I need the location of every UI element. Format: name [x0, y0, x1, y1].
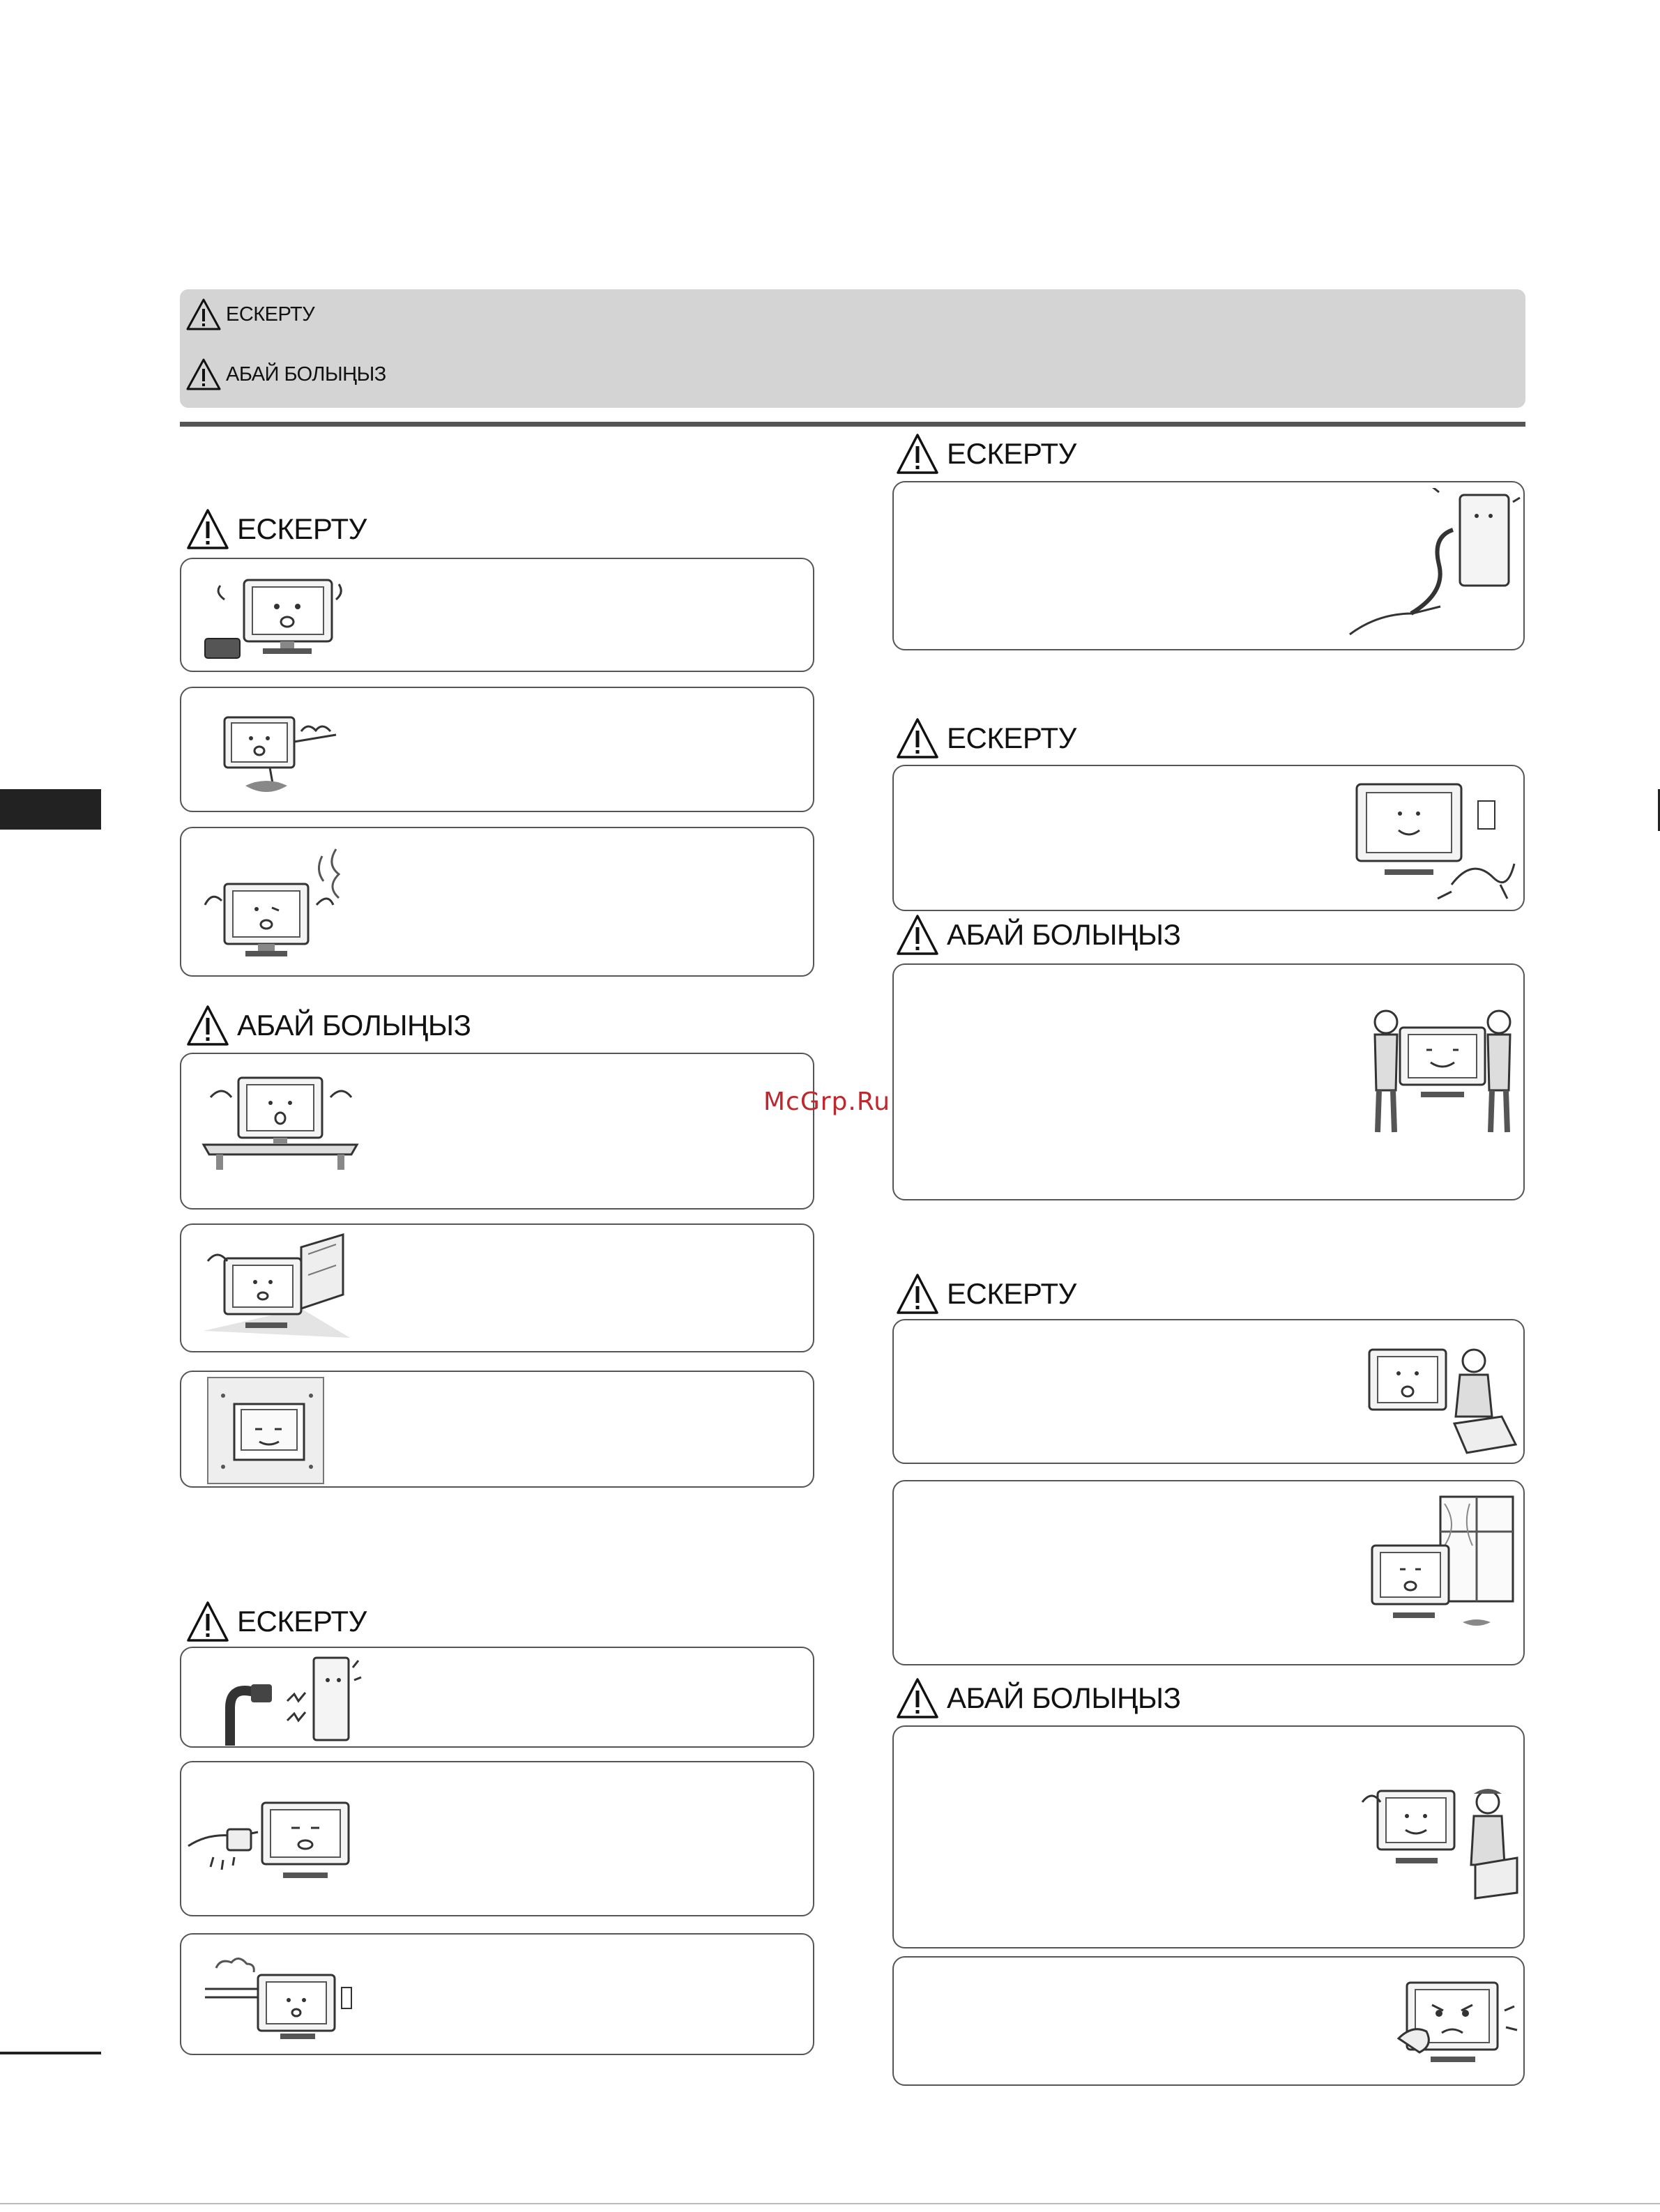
header-divider: [180, 422, 1525, 427]
caution-item: [180, 1223, 814, 1352]
plug-spark-illustration: [223, 1652, 363, 1746]
tv-unstable-stand-illustration: [197, 1069, 364, 1174]
chapter-tab: [0, 789, 101, 830]
section-heading-warning: ЕСКЕРТУ: [185, 1600, 367, 1643]
warning-triangle-icon: [895, 717, 940, 760]
section-heading-caution: АБАЙ БОЛЫҢЫЗ: [895, 913, 1180, 956]
warning-triangle-icon: [185, 358, 222, 391]
wet-hands-plug-illustration: [185, 1790, 367, 1895]
section-heading-warning: ЕСКЕРТУ: [185, 508, 367, 551]
warning-triangle-icon: [895, 913, 940, 956]
legend-warning-label: ЕСКЕРТУ: [226, 303, 315, 326]
warning-triangle-icon: [895, 1272, 940, 1315]
caution-item: [180, 1053, 814, 1210]
tv-lightning-illustration: [197, 842, 364, 968]
tv-sunlight-illustration: [197, 1233, 364, 1345]
tv-unplug-cables-illustration: [1347, 773, 1521, 908]
warning-triangle-icon: [185, 298, 222, 331]
tv-humid-window-illustration: [1365, 1490, 1520, 1654]
section-heading-warning: ЕСКЕРТУ: [895, 432, 1076, 475]
legend-caution: [185, 358, 386, 391]
pull-plug-by-cord-illustration: [1348, 488, 1523, 641]
warning-triangle-icon: [185, 508, 230, 551]
two-people-carrying-tv-illustration: [1365, 1007, 1520, 1139]
legend-bar: [180, 289, 1525, 408]
page-edge-line: [0, 2052, 101, 2054]
caution-item: [892, 1725, 1525, 1948]
warning-item: [180, 827, 814, 977]
warning-item: [180, 1933, 814, 2055]
warning-item: [892, 765, 1525, 911]
section-heading-caution: АБАЙ БОЛЫҢЫЗ: [185, 1004, 471, 1047]
warning-item: [180, 1761, 814, 1916]
caution-item: [892, 963, 1525, 1200]
warning-item: [180, 687, 814, 812]
warning-item: [892, 481, 1525, 650]
section-heading-caution: АБАЙ БОЛЫҢЫЗ: [895, 1677, 1180, 1720]
warning-triangle-icon: [895, 1677, 940, 1720]
section-heading-warning: ЕСКЕРТУ: [895, 717, 1076, 760]
tv-service-technician-illustration: [1357, 1781, 1521, 1900]
warning-triangle-icon: [185, 1004, 230, 1047]
warning-item: [180, 1647, 814, 1748]
warning-triangle-icon: [895, 432, 940, 475]
caution-item: [892, 1956, 1525, 2086]
tv-angry-cleaning-illustration: [1396, 1969, 1521, 2080]
legend-warning: [185, 298, 314, 331]
watermark: McGrp.Ru: [763, 1088, 891, 1116]
legend-caution-label: АБАЙ БОЛЫҢЫЗ: [226, 363, 386, 386]
caution-item: [180, 1371, 814, 1488]
tv-disassembly-illustration: [1362, 1333, 1521, 1458]
warning-item: [892, 1319, 1525, 1464]
warning-item: [892, 1480, 1525, 1665]
tv-liquid-spill-illustration: [197, 703, 350, 801]
tv-storm-unplug-illustration: [202, 1947, 363, 2045]
footer-line: [0, 2203, 1660, 2204]
tv-in-wall-niche-illustration: [206, 1376, 325, 1485]
warning-triangle-icon: [185, 1600, 230, 1643]
section-heading-warning: ЕСКЕРТУ: [895, 1272, 1076, 1315]
tv-heater-illustration: [197, 572, 350, 662]
warning-item: [180, 558, 814, 672]
